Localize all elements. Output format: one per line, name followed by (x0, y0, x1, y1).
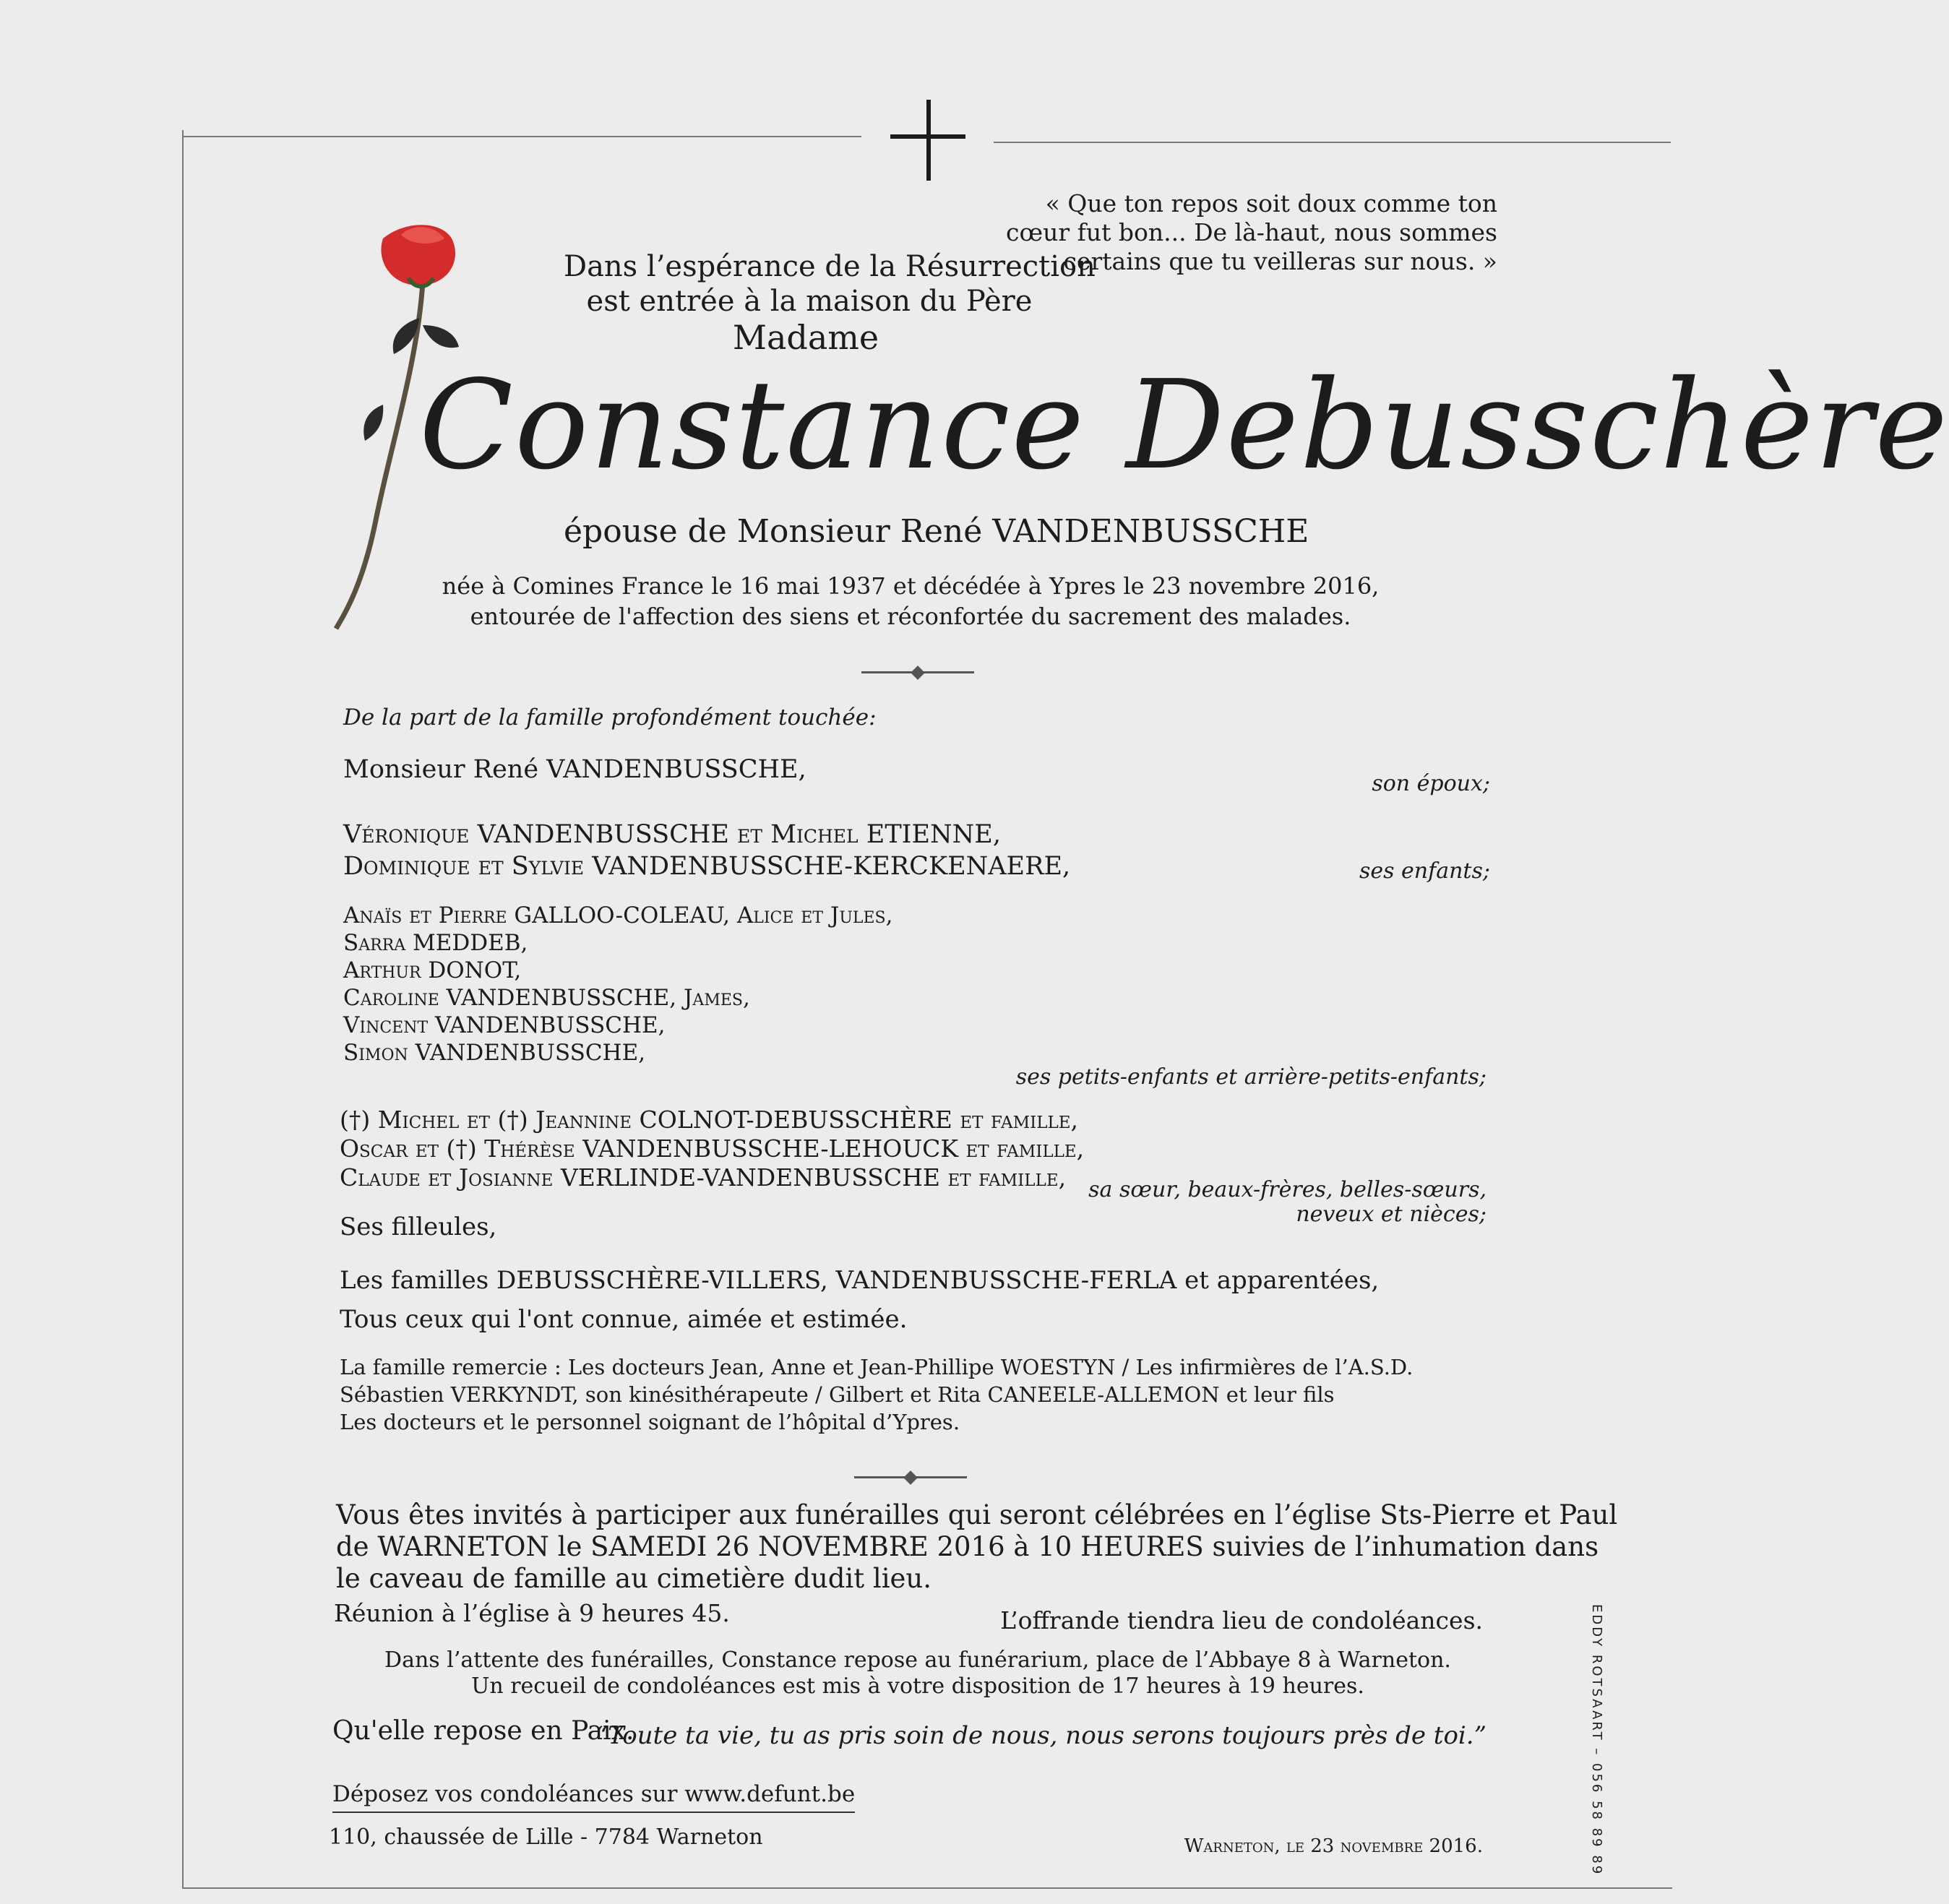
closing-quote: “Toute ta vie, tu as pris soin de nous, nous serons toujours près de toi.” (595, 1721, 1487, 1750)
place-date: Warneton, le 23 novembre 2016. (1184, 1835, 1483, 1857)
thanks-block: La famille remercie : Les docteurs Jean, Anne et Jean-Phillipe WOESTYN / Les infirmières de l’A.S.D. Sébastien VERKYNDT, son kinésithérapeute / Gilbert et Rita CANEELE-ALLEMON et leur fils Les docteurs et le personnel soignant de l’hôpital d’Ypres. (340, 1355, 1414, 1434)
reunion-line: Réunion à l’église à 9 heures 45. (334, 1599, 730, 1627)
intro-block: Dans l’espérance de la Résurrection est entrée à la maison du Père (564, 250, 1096, 318)
relation-label: ses enfants; (1359, 858, 1490, 884)
ornament-divider (861, 671, 974, 673)
family-intro: De la part de la famille profondément touchée: (343, 705, 877, 731)
frame-top-right (994, 142, 1671, 143)
frame-top-left (182, 136, 861, 137)
cross-icon (926, 100, 931, 181)
relation-label: sa sœur, beaux-frères, belles-sœurs, neveux et nièces; (1088, 1177, 1487, 1227)
peace-line: Qu'elle repose en Paix. (332, 1716, 634, 1746)
family-group-children: Véronique VANDENBUSSCHE et Michel ETIENNE, Dominique et Sylvie VANDENBUSSCHE-KERCKENAERE, (343, 820, 1071, 881)
condolences-link[interactable]: Déposez vos condoléances sur www.defunt.be (332, 1781, 855, 1813)
acquaintances-line: Tous ceux qui l'ont connue, aimée et estimée. (340, 1305, 908, 1334)
relation-label: ses petits-enfants et arrière-petits-enfants; (1015, 1064, 1487, 1090)
dates-block: née à Comines France le 16 mai 1937 et décédée à Ypres le 23 novembre 2016, entourée de l'affection des siens et réconfortée du sacrement des malades. (442, 572, 1380, 630)
address-line: 110, chaussée de Lille - 7784 Warneton (329, 1825, 763, 1850)
relation-label: son époux; (1372, 771, 1490, 796)
funerarium-block: Dans l’attente des funérailles, Constance repose au funérarium, place de l’Abbaye 8 à Warneton. Un recueil de condoléances est mis à votre disposition de 17 heures à 19 heures. (384, 1647, 1451, 1699)
godchildren-line: Ses filleules, (340, 1212, 497, 1241)
deceased-name: Constance Debusschère (419, 354, 1949, 497)
spouse-line: épouse de Monsieur René VANDENBUSSCHE (564, 513, 1309, 550)
family-line: Monsieur René VANDENBUSSCHE, (343, 755, 806, 784)
family-group-siblings: (†) Michel et (†) Jeannine COLNOT-DEBUSSCHÈRE et famille, Oscar et (†) Thérèse VANDENBUSSCHE-LEHOUCK et famille, Claude et Josianne VERLINDE-VANDENBUSSCHE et famille, (340, 1106, 1085, 1192)
title-madame: Madame (732, 318, 879, 357)
printer-credit: EDDY ROTSAART – 056 58 89 89 (1589, 1604, 1604, 1877)
families-line: Les familles DEBUSSCHÈRE-VILLERS, VANDENBUSSCHE-FERLA et apparentées, (340, 1266, 1380, 1295)
funeral-block: Vous êtes invités à participer aux funérailles qui seront célébrées en l’église Sts-Pierre et Paul de WARNETON le SAMEDI 26 NOVEMBRE 2016 à 10 HEURES suivies de l’inhumation dans le caveau de famille au cimetière dudit lieu. (336, 1499, 1618, 1594)
cross-icon-bar (890, 134, 965, 139)
family-group-grandchildren: Anaïs et Pierre GALLOO-COLEAU, Alice et Jules, Sarra MEDDEB, Arthur DONOT, Caroline VANDENBUSSCHE, James, Vincent VANDENBUSSCHE, Simon VANDENBUSSCHE, (343, 903, 893, 1066)
top-quote: « Que ton repos soit doux comme ton cœur fut bon... De là-haut, nous sommes certains que tu veilleras sur nous. » (1006, 189, 1497, 275)
offrande-line: L’offrande tiendra lieu de condoléances. (1000, 1606, 1483, 1634)
ornament-divider (854, 1476, 967, 1478)
